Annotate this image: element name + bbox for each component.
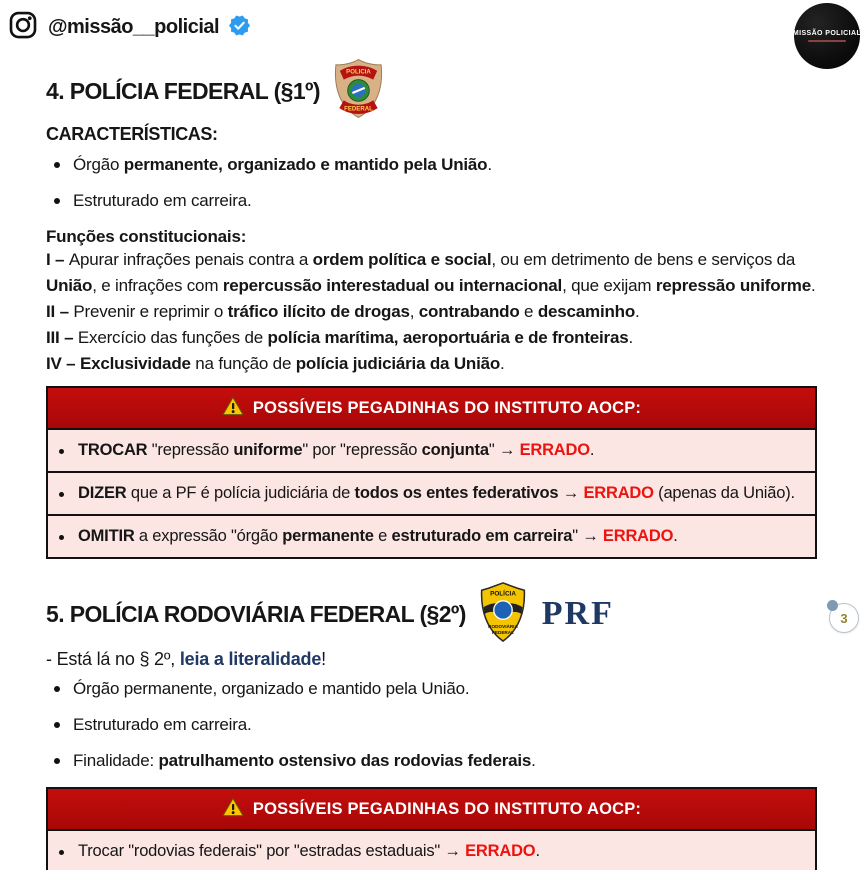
- policia-rodoviaria-badge-icon: [478, 581, 528, 648]
- instagram-icon: [8, 10, 38, 45]
- svg-text:FEDERAL: FEDERAL: [491, 629, 514, 635]
- svg-text:RODOVIÁRIA: RODOVIÁRIA: [487, 623, 518, 629]
- trap-table-header: [48, 388, 815, 428]
- prf-intro-line: - Está lá no § 2º, leia a literalidade!: [46, 649, 326, 669]
- section-pf-title: 4. POLÍCIA FEDERAL (§1º): [46, 77, 320, 104]
- svg-text:POLÍCIA: POLÍCIA: [489, 590, 516, 598]
- list-item: Estruturado em carreira.: [46, 191, 817, 211]
- section-prf-title: 5. POLÍCIA RODOVIÁRIA FEDERAL (§2º): [46, 600, 466, 627]
- list-item: Órgão permanente, organizado e mantido pela União.: [46, 155, 817, 175]
- account-handle[interactable]: @missão__policial: [48, 16, 220, 38]
- section-pf-title-row: [46, 60, 817, 122]
- function-item-2: II – Prevenir e reprimir o tráfico ilícito de drogas, contrabando e descaminho.: [46, 302, 640, 321]
- header: [0, 0, 862, 46]
- trap-table-header: [48, 789, 815, 829]
- trap-row: TROCAR "repressão uniforme" por "repressão conjunta" → ERRADO.: [48, 428, 815, 471]
- warning-icon: [222, 797, 244, 822]
- function-item-4: IV – Exclusividade na função de polícia judiciária da União.: [46, 354, 505, 373]
- trap-table-title: POSSÍVEIS PEGADINHAS DO INSTITUTO AOCP:: [252, 398, 642, 417]
- function-item-3: III – Exercício das funções de polícia marítima, aeroportuária e de fronteiras.: [46, 328, 634, 347]
- section-prf-title-row: [46, 583, 817, 645]
- content: [0, 60, 862, 870]
- pf-bullet-list: [46, 155, 817, 211]
- list-item: Finalidade: patrulhamento ostensivo das rodovias federais.: [46, 751, 817, 771]
- logo-subtitle-line: [808, 40, 846, 42]
- svg-text:POLICIA: POLICIA: [346, 68, 371, 76]
- list-item: Órgão permanente, organizado e mantido pela União.: [46, 679, 817, 699]
- function-item-1: I – Apurar infrações penais contra a ordem política e social, ou em detrimento de bens e serviços da União, e infrações com repercussão interestadual ou internacional, que exijam repressão uniforme.: [46, 250, 816, 295]
- trap-row: DIZER que a PF é polícia judiciária de todos os entes federativos → ERRADO (apenas da União).: [48, 471, 815, 514]
- prf-bullet-list: [46, 679, 817, 771]
- pf-trap-table: [46, 386, 817, 559]
- trap-table-title: POSSÍVEIS PEGADINHAS DO INSTITUTO AOCP:: [252, 799, 642, 818]
- missao-policial-logo[interactable]: [794, 3, 860, 69]
- functions-list: [46, 247, 817, 377]
- verified-badge-icon: [229, 15, 250, 41]
- functions-label: Funções constitucionais:: [46, 227, 247, 246]
- list-item: Estruturado em carreira.: [46, 715, 817, 735]
- prf-trap-table: [46, 787, 817, 870]
- policia-federal-badge-icon: [332, 58, 385, 124]
- page-number-badge[interactable]: [829, 603, 859, 633]
- trap-row: Trocar "rodovias federais" por "estradas estaduais" → ERRADO.: [48, 829, 815, 870]
- svg-text:FEDERAL: FEDERAL: [344, 105, 373, 113]
- logo-title: MISSÃO POLICIAL: [792, 30, 862, 37]
- prf-wordmark: PRF: [541, 595, 614, 632]
- caracteristicas-heading: CARACTERÍSTICAS:: [46, 124, 218, 144]
- trap-row: OMITIR a expressão "órgão permanente e estruturado em carreira" → ERRADO.: [48, 514, 815, 557]
- warning-icon: [222, 396, 244, 421]
- page-number: 3: [840, 610, 848, 626]
